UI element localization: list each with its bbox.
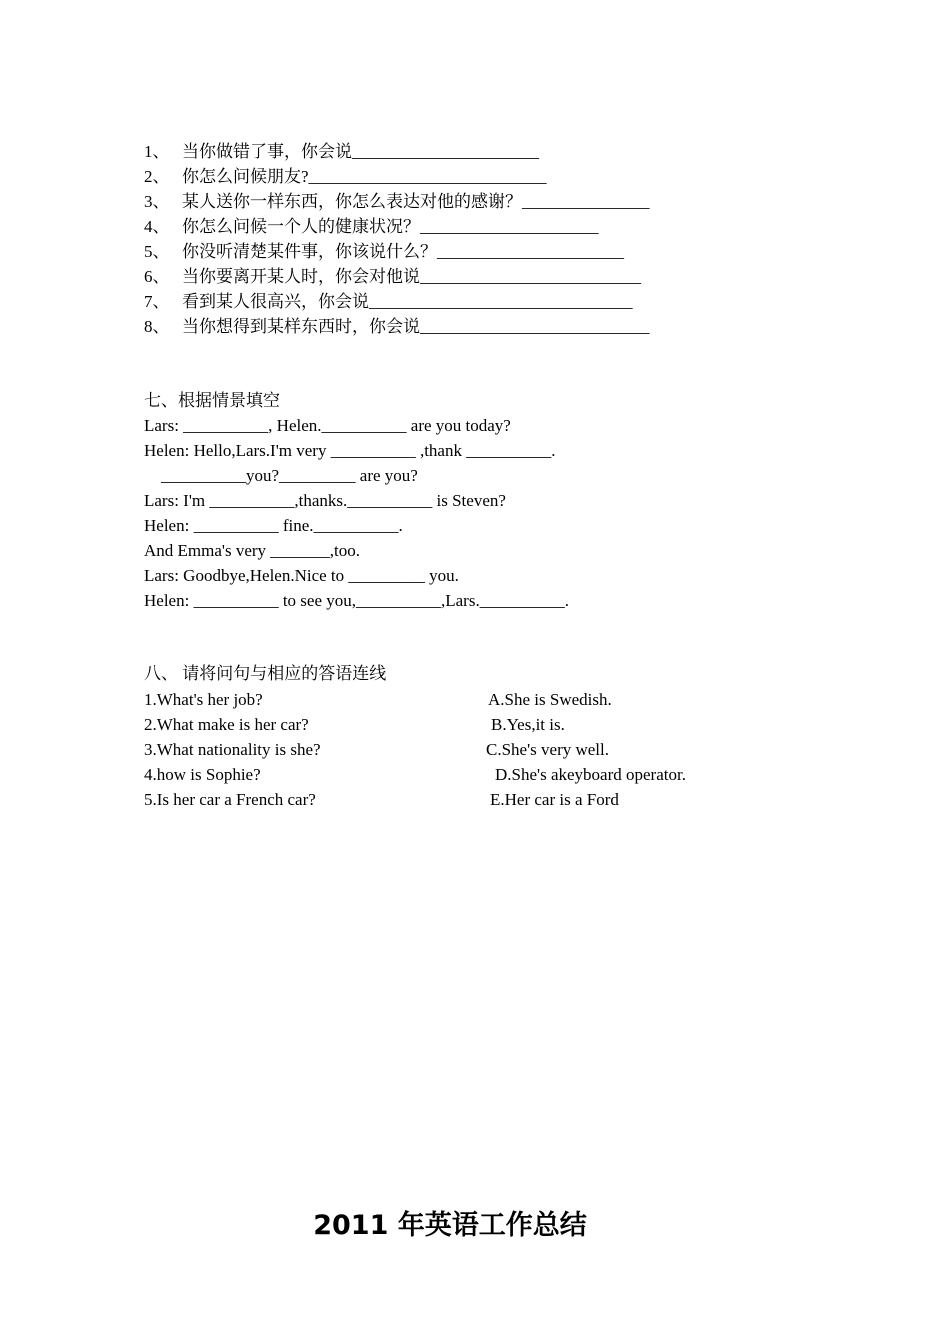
dialogue-line: Helen: __________ to see you,__________,Lars.__________. [144, 591, 569, 610]
question-text: 某人送你一样东西，你怎么表达对他的感谢？_______________ [182, 192, 650, 211]
match-question: 4.how is Sophie? [144, 765, 261, 784]
question-item-2 [144, 167, 547, 187]
match-question: 2.What make is her car? [144, 715, 309, 734]
dialogue-line: Lars: I'm __________,thanks.__________ is Steven? [144, 491, 506, 510]
question-text: 你怎么问候一个人的健康状况？_____________________ [182, 217, 599, 236]
question-text: 你没听清楚某件事，你该说什么？______________________ [182, 242, 624, 261]
dialogue-line: Helen: __________ fine.__________. [144, 516, 403, 535]
question-number: 5、 [144, 242, 170, 261]
dialogue-line: Lars: __________, Helen.__________ are you today? [144, 416, 511, 435]
question-item-6 [144, 267, 641, 287]
match-answer: E.Her car is a Ford [490, 790, 619, 809]
question-number: 1、 [144, 142, 170, 161]
question-item-8 [144, 317, 650, 337]
question-text: 当你要离开某人时，你会对他说__________________________ [182, 267, 641, 286]
dialogue-line: Lars: Goodbye,Helen.Nice to _________ you. [144, 566, 459, 585]
section-seven-heading: 七、根据情景填空 [144, 391, 280, 410]
question-text: 看到某人很高兴，你会说_______________________________ [182, 292, 633, 311]
question-number: 6、 [144, 267, 170, 286]
document-title: 2011 年英语工作总结 [313, 1210, 587, 1241]
question-text: 当你做错了事，你会说______________________ [182, 142, 539, 161]
section-eight-heading: 八、 请将问句与相应的答语连线 [144, 664, 387, 683]
dialogue-line: Helen: Hello,Lars.I'm very __________ ,thank __________. [144, 441, 556, 460]
match-answer: C.She's very well. [486, 740, 609, 759]
question-number: 4、 [144, 217, 170, 236]
question-item-3 [144, 192, 650, 212]
question-number: 2、 [144, 167, 170, 186]
match-question: 3.What nationality is she? [144, 740, 321, 759]
question-number: 8、 [144, 317, 170, 336]
question-item-5 [144, 242, 624, 262]
question-number: 7、 [144, 292, 170, 311]
match-answer: A.She is Swedish. [488, 690, 612, 709]
match-answer: B.Yes,it is. [491, 715, 565, 734]
match-question: 5.Is her car a French car? [144, 790, 316, 809]
question-item-4 [144, 217, 599, 237]
match-answer: D.She's akeyboard operator. [495, 765, 686, 784]
match-question: 1.What's her job? [144, 690, 263, 709]
question-number: 3、 [144, 192, 170, 211]
dialogue-line: __________you?_________ are you? [144, 466, 418, 485]
question-text: 你怎么问候朋友?____________________________ [182, 167, 547, 186]
question-text: 当你想得到某样东西时，你会说___________________________ [182, 317, 650, 336]
question-item-7 [144, 292, 633, 312]
dialogue-line: And Emma's very _______,too. [144, 541, 361, 560]
question-item-1 [144, 142, 539, 162]
